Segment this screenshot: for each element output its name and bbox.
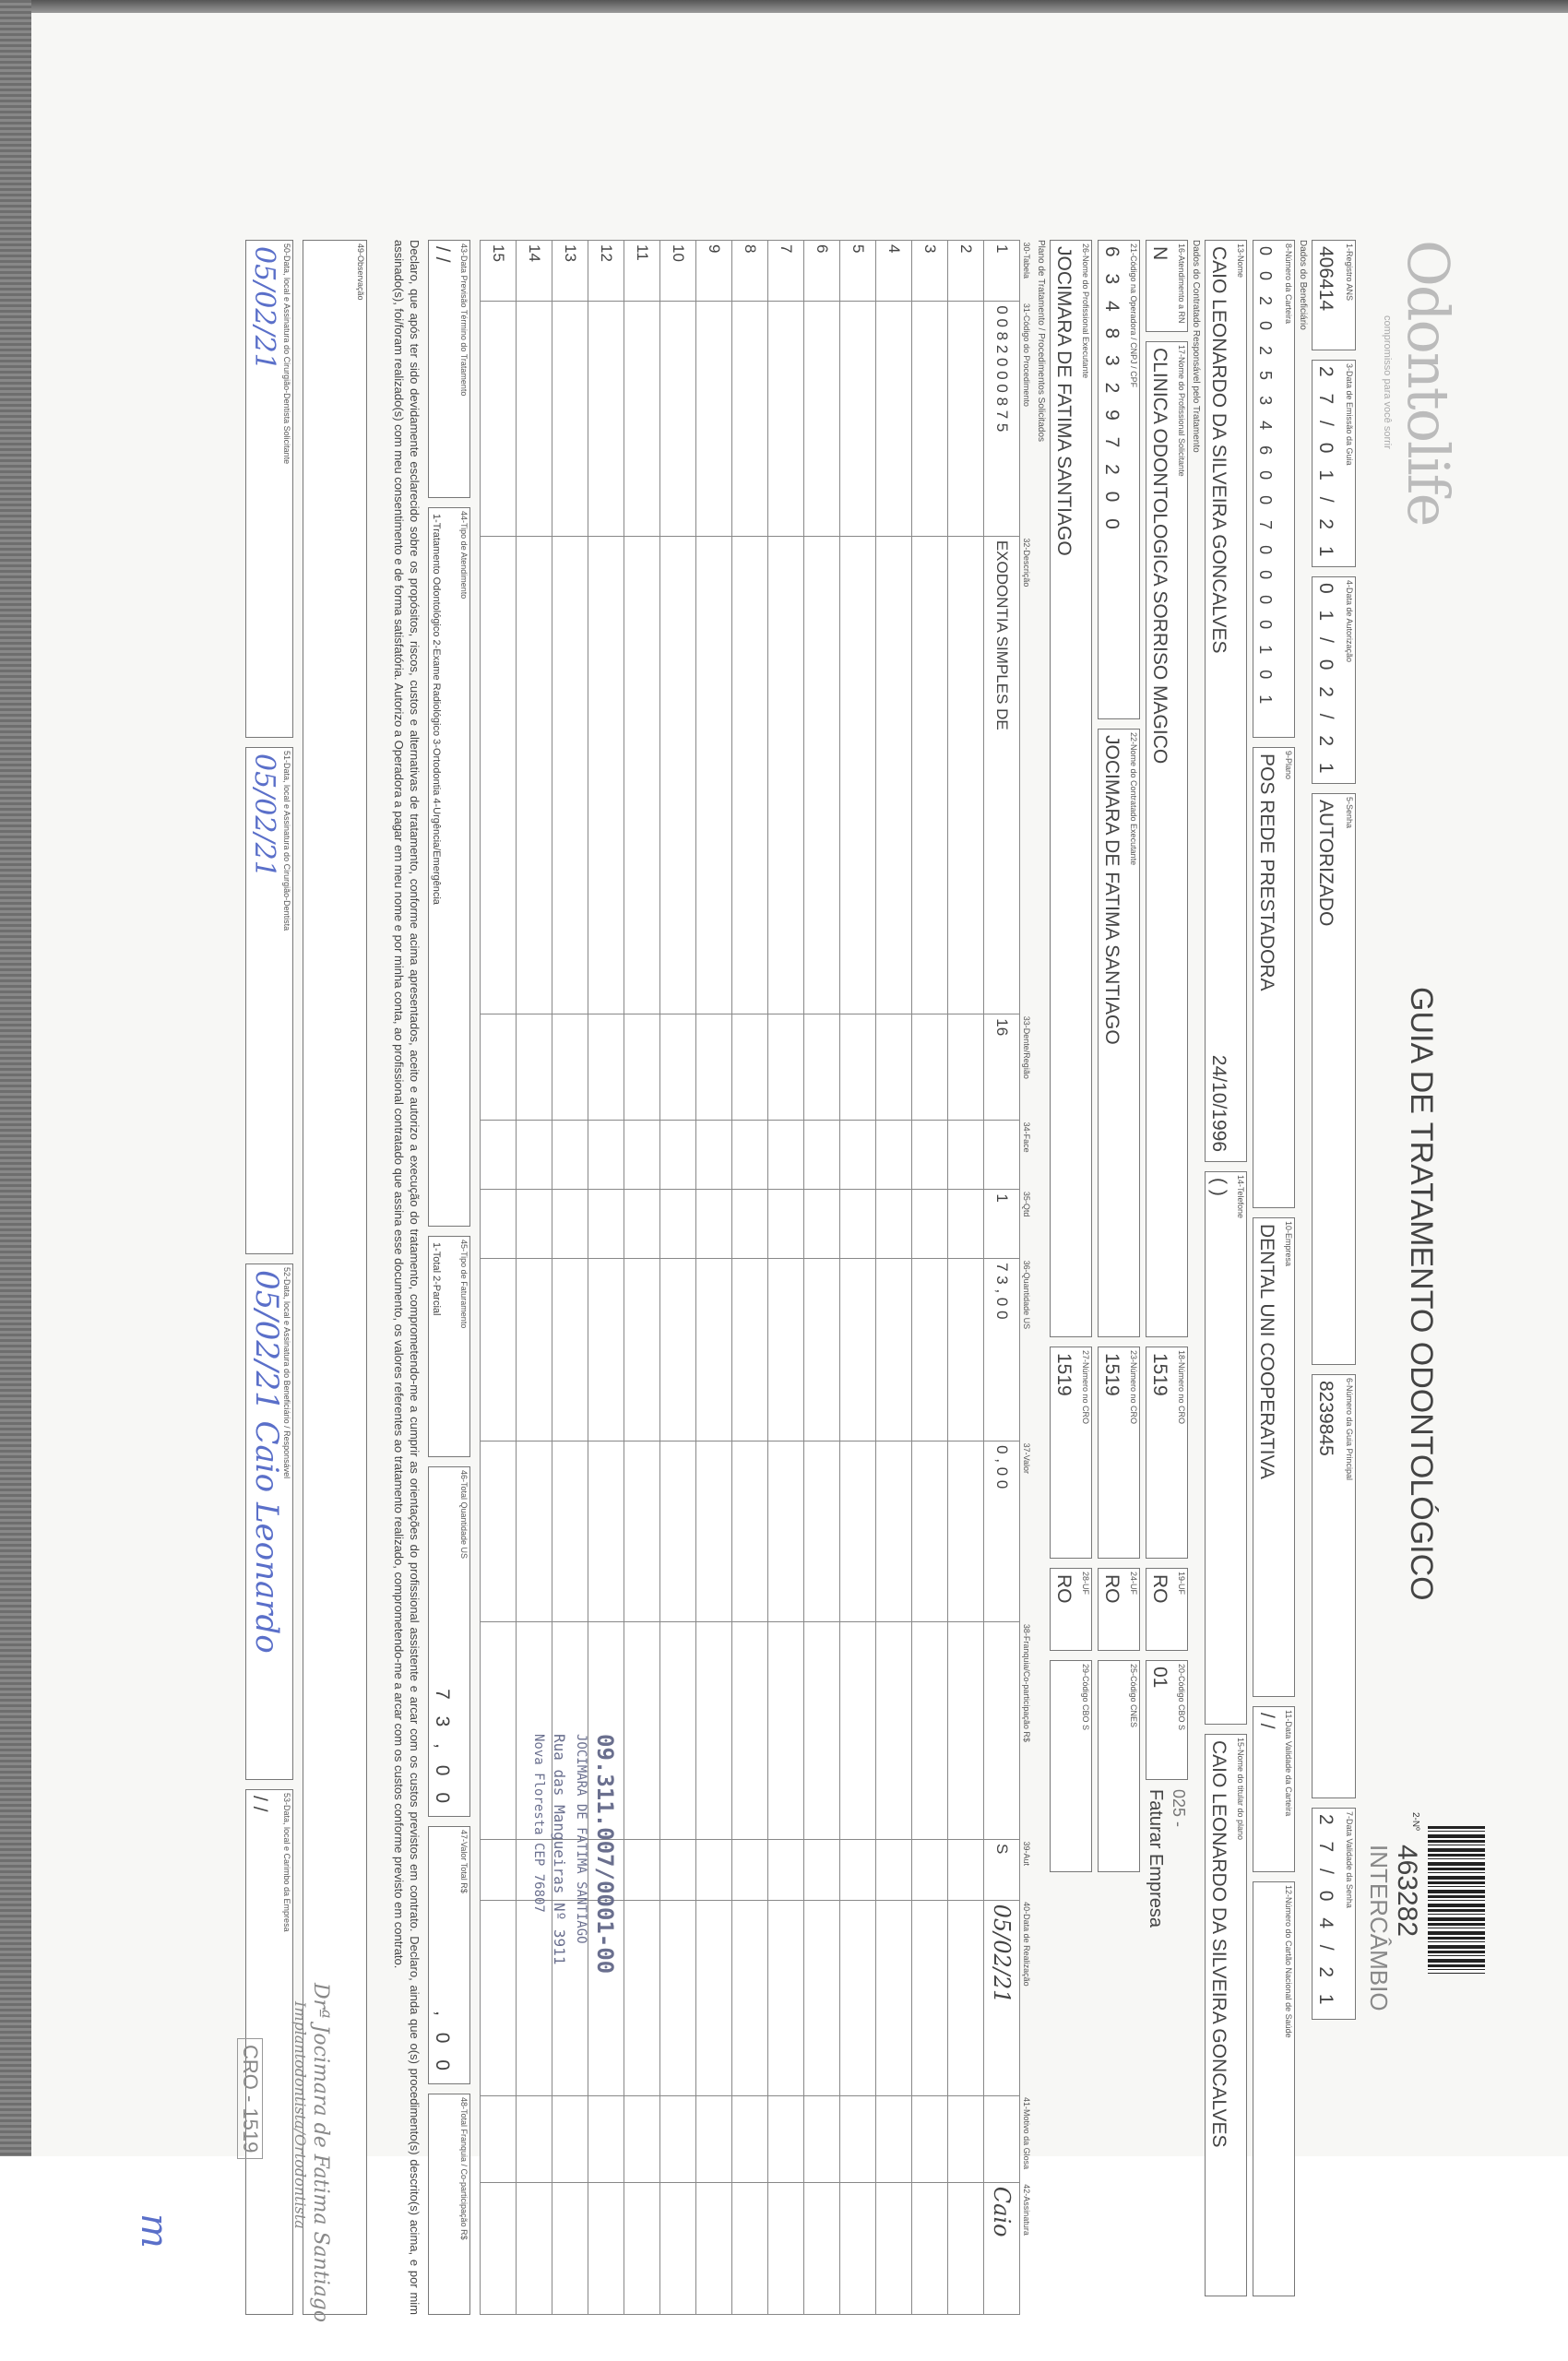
table-cell-qtd[interactable]	[660, 1190, 696, 1259]
table-cell-codigo[interactable]	[660, 302, 696, 536]
table-row	[660, 241, 696, 2315]
stamp-name: JOCIMARA DE FATIMA SANTIAGO	[574, 1734, 588, 1944]
field-profissional-solicitante[interactable]: 17-Nome do Profissional Solicitante CLINICA ODONTOLOGICA SORRISO MAGICO	[1146, 341, 1188, 1337]
table-row	[948, 241, 984, 2315]
table-row	[481, 241, 517, 2315]
table-cell-qtd[interactable]	[624, 1190, 660, 1259]
table-cell-n: 13	[552, 241, 588, 302]
table-cell-dente[interactable]	[876, 1014, 912, 1121]
table-header-cell: 39-Aut	[1022, 1841, 1031, 1867]
table-cell-data[interactable]	[732, 1900, 768, 2095]
table-cell-assin[interactable]	[552, 2182, 588, 2314]
table-cell-qtd[interactable]	[588, 1190, 624, 1259]
table-cell-valor[interactable]	[660, 1442, 696, 1622]
table-cell-qtd[interactable]	[948, 1190, 984, 1259]
table-cell-assin[interactable]: Caio	[984, 2182, 1020, 2314]
table-row	[732, 241, 768, 2315]
table-cell-face[interactable]	[840, 1121, 876, 1190]
table-cell-us[interactable]	[481, 1259, 517, 1442]
table-cell-aut[interactable]	[732, 1840, 768, 1901]
table-cell-n: 11	[624, 241, 660, 302]
table-cell-descricao[interactable]	[481, 536, 517, 1014]
table-cell-face[interactable]	[481, 1121, 517, 1190]
table-cell-n: 3	[912, 241, 948, 302]
table-cell-codigo[interactable]	[912, 302, 948, 536]
company-stamp-field[interactable]: 53-Data, local e Carimbo da Empresa / /	[245, 1789, 293, 2315]
logo-tagline: compromisso para você sorrir	[1382, 315, 1393, 449]
table-cell-dente[interactable]	[696, 1014, 732, 1121]
signature-beneficiario[interactable]: 52-Data, local e Assinatura do Beneficiário / Responsável 05/02/21 Caio Leonardo	[245, 1264, 293, 1780]
table-cell-dente[interactable]	[517, 1014, 552, 1121]
table-cell-face[interactable]	[948, 1121, 984, 1190]
table-cell-assin[interactable]	[588, 2182, 624, 2314]
table-cell-n: 10	[660, 241, 696, 302]
field-observacao[interactable]: 49-Observação	[303, 240, 367, 2315]
field-titular[interactable]: 15-Nome do titular do plano CAIO LEONARDO DA SILVEIRA GONCALVES	[1205, 1734, 1247, 2296]
table-row	[984, 241, 1020, 2315]
table-cell-assin[interactable]	[804, 2182, 840, 2314]
field-codigo-operadora[interactable]: 21-Código na Operadora / CNPJ / CPF 6 3 4 8 3 2 9 7 2 0 0	[1098, 240, 1140, 719]
table-cell-dente[interactable]	[804, 1014, 840, 1121]
table-cell-data[interactable]	[660, 1900, 696, 2095]
table-cell-us[interactable]	[948, 1259, 984, 1442]
table-cell-us[interactable]	[624, 1259, 660, 1442]
field-valor-total[interactable]: 47-Valor Total R$ , 0 0	[428, 1826, 470, 2084]
table-cell-motivo[interactable]	[768, 2095, 804, 2182]
field-plano[interactable]: 9-Plano POS REDE PRESTADORA	[1253, 747, 1295, 1208]
field-tipo-atendimento[interactable]: 44-Tipo de Atendimento 1-Tratamento Odontológico 2-Exame Radiológico 3-Ortodontia 4-Urgência/Emergência	[428, 507, 470, 1227]
scan-left-edge	[0, 0, 31, 2156]
table-cell-descricao[interactable]	[552, 536, 588, 1014]
table-header-cell: 30-Tabela	[1022, 242, 1031, 279]
table-cell-valor[interactable]	[624, 1442, 660, 1622]
table-cell-n: 8	[732, 241, 768, 302]
field-cnes[interactable]: 25-Código CNES	[1098, 1660, 1140, 1872]
field-nome[interactable]: 13-Nome CAIO LEONARDO DA SILVEIRA GONCALVES 24/10/1996	[1205, 240, 1247, 1162]
field-tipo-faturamento[interactable]: 45-Tipo de Faturamento 1-Total 2-Parcial	[428, 1236, 470, 1457]
field-previsao-termino[interactable]: 43-Data Previsão Término do Tratamento / /	[428, 240, 470, 498]
table-row	[804, 241, 840, 2315]
table-cell-dente[interactable]	[912, 1014, 948, 1121]
table-cell-dente[interactable]	[732, 1014, 768, 1121]
table-cell-us[interactable]	[804, 1259, 840, 1442]
table-cell-codigo[interactable]	[768, 302, 804, 536]
table-cell-codigo[interactable]	[588, 302, 624, 536]
table-cell-motivo[interactable]	[912, 2095, 948, 2182]
table-cell-face[interactable]	[660, 1121, 696, 1190]
table-cell-assin[interactable]	[768, 2182, 804, 2314]
table-cell-n: 4	[876, 241, 912, 302]
billing-code: 025 -	[1170, 1789, 1188, 1828]
field-data-emissao[interactable]: 3-Data de Emissão da Guia 2 7 / 0 1 / 2 1	[1312, 360, 1356, 567]
table-row	[840, 241, 876, 2315]
table-cell-assin[interactable]	[660, 2182, 696, 2314]
table-cell-us[interactable]	[840, 1259, 876, 1442]
table-cell-codigo[interactable]	[948, 302, 984, 536]
table-cell-franq[interactable]	[804, 1622, 840, 1840]
table-cell-motivo[interactable]	[840, 2095, 876, 2182]
table-cell-qtd[interactable]	[481, 1190, 517, 1259]
guide-no-label: 2-Nº	[1410, 1812, 1420, 1831]
table-cell-assin[interactable]	[912, 2182, 948, 2314]
table-cell-motivo[interactable]	[732, 2095, 768, 2182]
table-row	[696, 241, 732, 2315]
table-cell-qtd[interactable]	[876, 1190, 912, 1259]
table-cell-valor[interactable]	[481, 1442, 517, 1622]
form-rotated	[111, 203, 1550, 2361]
table-cell-data[interactable]	[912, 1900, 948, 2095]
table-cell-us[interactable]	[876, 1259, 912, 1442]
field-numero-carteira[interactable]: 8-Número da Carteira 0 0 2 0 2 5 3 4 6 0 0 7 0 0 0 0 1 0 1	[1253, 240, 1295, 738]
table-cell-qtd[interactable]: 1	[984, 1190, 1020, 1259]
corner-mark: m	[133, 2213, 175, 2248]
table-header-cell: 38-Franquia/Co-participação R$	[1022, 1623, 1031, 1742]
table-cell-codigo[interactable]	[696, 302, 732, 536]
table-cell-motivo[interactable]	[517, 2095, 552, 2182]
field-empresa[interactable]: 10-Empresa DENTAL UNI COOPERATIVA	[1253, 1217, 1295, 1697]
table-cell-franq[interactable]	[840, 1622, 876, 1840]
table-cell-codigo[interactable]	[481, 302, 517, 536]
table-cell-descricao[interactable]	[912, 536, 948, 1014]
stamp-address: Rua das Mangueiras Nº 3911	[551, 1734, 568, 1965]
field-cro-solicitante[interactable]: 18-Número no CRO 1519	[1146, 1347, 1188, 1559]
billing-mode: Faturar Empresa	[1146, 1789, 1166, 1928]
field-senha[interactable]: 5-Senha AUTORIZADO	[1312, 793, 1356, 1365]
table-header-cell: 32-Descrição	[1022, 538, 1031, 587]
scan-top-shadow	[0, 0, 1568, 13]
table-cell-valor[interactable]	[804, 1442, 840, 1622]
table-cell-aut[interactable]	[912, 1840, 948, 1901]
table-cell-aut[interactable]	[624, 1840, 660, 1901]
table-cell-codigo[interactable]	[517, 302, 552, 536]
table-cell-descricao[interactable]	[696, 536, 732, 1014]
table-cell-dente[interactable]	[948, 1014, 984, 1121]
table-row	[876, 241, 912, 2315]
table-cell-motivo[interactable]	[876, 2095, 912, 2182]
table-cell-descricao[interactable]	[840, 536, 876, 1014]
table-header-cell: 33-Dente/Região	[1022, 1015, 1031, 1079]
table-cell-dente[interactable]	[588, 1014, 624, 1121]
table-row	[912, 241, 948, 2315]
table-cell-us[interactable]	[517, 1259, 552, 1442]
dentist-stamp-name: Drª Jocimara de Fatima Santiago	[309, 1983, 332, 2323]
table-cell-franq[interactable]	[984, 1622, 1020, 1840]
table-cell-n: 7	[768, 241, 804, 302]
table-cell-descricao[interactable]	[732, 536, 768, 1014]
table-cell-valor[interactable]	[912, 1442, 948, 1622]
field-contratado-executante[interactable]: 22-Nome do Contratado Executante JOCIMARA DE FATIMA SANTIAGO	[1098, 729, 1140, 1337]
table-cell-face[interactable]	[804, 1121, 840, 1190]
table-cell-us[interactable]	[912, 1259, 948, 1442]
table-cell-us[interactable]	[552, 1259, 588, 1442]
table-cell-qtd[interactable]	[517, 1190, 552, 1259]
table-cell-qtd[interactable]	[768, 1190, 804, 1259]
table-cell-motivo[interactable]	[588, 2095, 624, 2182]
field-total-franquia[interactable]: 48-Total Franquia / Co-participação R$	[428, 2094, 470, 2315]
table-cell-n: 12	[588, 241, 624, 302]
table-cell-codigo[interactable]: 0 0 8 2 0 0 0 8 7 5	[984, 302, 1020, 536]
table-cell-face[interactable]	[768, 1121, 804, 1190]
table-cell-face[interactable]	[624, 1121, 660, 1190]
field-guia-principal[interactable]: 6-Número da Guia Principal 8239845	[1312, 1374, 1356, 1798]
table-cell-valor[interactable]	[876, 1442, 912, 1622]
table-cell-n: 2	[948, 241, 984, 302]
table-cell-qtd[interactable]	[912, 1190, 948, 1259]
table-cell-data[interactable]	[948, 1900, 984, 2095]
table-cell-franq[interactable]	[481, 1622, 517, 1840]
table-cell-n: 6	[804, 241, 840, 302]
table-cell-n: 1	[984, 241, 1020, 302]
table-cell-descricao[interactable]	[624, 536, 660, 1014]
table-cell-motivo[interactable]	[552, 2095, 588, 2182]
table-cell-motivo[interactable]	[624, 2095, 660, 2182]
table-cell-franq[interactable]	[660, 1622, 696, 1840]
table-cell-data[interactable]: 05/02/21	[984, 1900, 1020, 2095]
table-cell-motivo[interactable]	[481, 2095, 517, 2182]
table-row	[768, 241, 804, 2315]
field-uf-executante[interactable]: 28-UF RO	[1050, 1568, 1092, 1651]
guide-number: 463282	[1392, 1845, 1422, 1938]
table-cell-data[interactable]	[876, 1900, 912, 2095]
table-row	[517, 241, 552, 2315]
field-nascimento: 24/10/1996	[1208, 1054, 1229, 1152]
table-cell-valor[interactable]	[732, 1442, 768, 1622]
table-header-cell: 35-Qtd	[1022, 1191, 1031, 1217]
table-cell-qtd[interactable]	[732, 1190, 768, 1259]
field-profissional-executante[interactable]: 26-Nome do Profissional Executante JOCIMARA DE FATIMA SANTIAGO	[1050, 240, 1092, 1337]
table-cell-qtd[interactable]	[552, 1190, 588, 1259]
table-cell-descricao[interactable]	[876, 536, 912, 1014]
table-header-cell: 40-Data de Realização	[1022, 1902, 1031, 1987]
table-cell-descricao[interactable]	[588, 536, 624, 1014]
table-cell-face[interactable]	[696, 1121, 732, 1190]
table-cell-descricao[interactable]	[517, 536, 552, 1014]
table-cell-descricao[interactable]	[660, 536, 696, 1014]
table-cell-dente[interactable]	[660, 1014, 696, 1121]
table-cell-aut[interactable]	[804, 1840, 840, 1901]
logo: Odontolife	[1395, 240, 1462, 526]
table-cell-qtd[interactable]	[840, 1190, 876, 1259]
table-header-cell: 42-Assinatura	[1022, 2184, 1031, 2236]
table-cell-codigo[interactable]	[876, 302, 912, 536]
table-cell-aut[interactable]: S	[984, 1840, 1020, 1901]
table-cell-valor[interactable]	[696, 1442, 732, 1622]
table-cell-assin[interactable]	[876, 2182, 912, 2314]
table-cell-franq[interactable]	[876, 1622, 912, 1840]
table-cell-aut[interactable]	[481, 1840, 517, 1901]
declaration-text: Declaro, que após ter sido devidamente esclarecido sobre os propósitos, riscos, custos e alternativas de tratamento, conforme acima apresentados, aceito e autorizo a execução do tratamento, comprometendo-me a cumprir as orientações do profissional assistente e arcar com os custos previstos em contrato. Declaro, ainda que o(s) procedimento(s) descrito(s) acima, e por mim assinado(s), foi/foram realizado(s) com meu consentimento e de forma satisfatória. Autorizo a Operadora a pagar em meu nome e por minha conta, ao profissional contratado que assina esse documento, os valores referentes ao tratamento realizado, comprometendo-me a arcar com os custos conforme previsto em contrato.	[392, 240, 422, 2315]
field-cbo-executante[interactable]: 29-Código CBO S	[1050, 1660, 1092, 1872]
table-cell-aut[interactable]	[948, 1840, 984, 1901]
table-cell-descricao[interactable]: EXODONTIA SIMPLES DE	[984, 536, 1020, 1014]
guide-type: INTERCÂMBIO	[1365, 1845, 1393, 2011]
table-cell-valor[interactable]	[517, 1442, 552, 1622]
table-cell-face[interactable]	[552, 1121, 588, 1190]
table-cell-descricao[interactable]	[948, 536, 984, 1014]
table-cell-dente[interactable]	[481, 1014, 517, 1121]
field-cro-executante[interactable]: 27-Número no CRO 1519	[1050, 1347, 1092, 1559]
table-row	[552, 241, 588, 2315]
table-cell-motivo[interactable]	[948, 2095, 984, 2182]
table-cell-valor[interactable]	[948, 1442, 984, 1622]
table-cell-assin[interactable]	[624, 2182, 660, 2314]
table-cell-qtd[interactable]	[804, 1190, 840, 1259]
table-cell-franq[interactable]	[912, 1622, 948, 1840]
table-cell-us[interactable]	[768, 1259, 804, 1442]
table-cell-descricao[interactable]	[768, 536, 804, 1014]
table-cell-data[interactable]	[696, 1900, 732, 2095]
table-cell-assin[interactable]	[696, 2182, 732, 2314]
field-cro-contratado[interactable]: 23-Número no CRO 1519	[1098, 1347, 1140, 1559]
table-cell-data[interactable]	[481, 1900, 517, 2095]
dentist-stamp-cro: CRO - 1519	[237, 2038, 263, 2159]
table-cell-motivo[interactable]	[660, 2095, 696, 2182]
table-cell-aut[interactable]	[768, 1840, 804, 1901]
table-row	[588, 241, 624, 2315]
table-header-cell: 34-Face	[1022, 1121, 1031, 1153]
table-cell-valor[interactable]	[840, 1442, 876, 1622]
table-cell-motivo[interactable]	[696, 2095, 732, 2182]
page-title: GUIA DE TRATAMENTO ODONTOLÓGICO	[1404, 987, 1439, 1601]
table-cell-valor[interactable]	[768, 1442, 804, 1622]
signature-dentista[interactable]: 51-Data, local e Assinatura do Cirurgião-Dentista 05/02/21	[245, 747, 293, 1254]
table-cell-assin[interactable]	[481, 2182, 517, 2314]
field-registro-ans[interactable]: 1-Registro ANS 406414	[1312, 240, 1356, 350]
table-cell-aut[interactable]	[876, 1840, 912, 1901]
table-cell-assin[interactable]	[517, 2182, 552, 2314]
field-validade-carteira[interactable]: 11-Data Validade da Carteira / /	[1253, 1706, 1295, 1872]
table-cell-us[interactable]	[660, 1259, 696, 1442]
table-cell-descricao[interactable]	[804, 536, 840, 1014]
table-cell-us[interactable]: 7 3 , 0 0	[984, 1259, 1020, 1442]
table-cell-assin[interactable]	[732, 2182, 768, 2314]
table-header-cell: 37-Valor	[1022, 1442, 1031, 1474]
table-cell-valor[interactable]	[588, 1442, 624, 1622]
table-cell-aut[interactable]	[660, 1840, 696, 1901]
table-cell-franq[interactable]	[768, 1622, 804, 1840]
table-cell-dente[interactable]	[624, 1014, 660, 1121]
table-cell-valor[interactable]	[552, 1442, 588, 1622]
field-telefone[interactable]: 14-Telefone ( )	[1205, 1171, 1247, 1725]
table-cell-dente[interactable]: 16	[984, 1014, 1020, 1121]
table-cell-us[interactable]	[732, 1259, 768, 1442]
table-cell-face[interactable]	[876, 1121, 912, 1190]
section-contratado: Dados do Contratado Responsável pelo Tratamento	[1191, 240, 1201, 453]
stamp-city: Nova Floresta CEP 76807	[531, 1734, 546, 1913]
table-cell-data[interactable]	[624, 1900, 660, 2095]
table-row	[624, 241, 660, 2315]
field-data-autorizacao[interactable]: 4-Data de Autorização 0 1 / 0 2 / 2 1	[1312, 576, 1356, 784]
field-cbo-solicitante[interactable]: 20-Código CBO S 01	[1146, 1660, 1188, 1780]
field-uf-solicitante[interactable]: 19-UF RO	[1146, 1568, 1188, 1651]
table-cell-franq[interactable]	[732, 1622, 768, 1840]
table-cell-n: 5	[840, 241, 876, 302]
barcode	[1428, 1826, 1485, 1974]
table-cell-codigo[interactable]	[732, 302, 768, 536]
stamp-cnpj: 09.311.007/0001-00	[592, 1734, 618, 1975]
field-validade-senha[interactable]: 7-Data Validade da Senha 2 7 / 0 4 / 2 1	[1312, 1808, 1356, 2020]
table-cell-dente[interactable]	[552, 1014, 588, 1121]
table-cell-franq[interactable]	[948, 1622, 984, 1840]
table-cell-face[interactable]	[984, 1121, 1020, 1190]
table-cell-aut[interactable]	[840, 1840, 876, 1901]
table-cell-face[interactable]	[517, 1121, 552, 1190]
table-header-cell: 31-Código do Procedimento	[1022, 303, 1031, 407]
table-cell-dente[interactable]	[840, 1014, 876, 1121]
table-cell-motivo[interactable]	[984, 2095, 1020, 2182]
table-header-cell: 41-Motivo da Glosa	[1022, 2097, 1031, 2170]
table-cell-codigo[interactable]	[552, 302, 588, 536]
table-cell-face[interactable]	[732, 1121, 768, 1190]
table-cell-aut[interactable]	[696, 1840, 732, 1901]
table-cell-franq[interactable]	[696, 1622, 732, 1840]
table-cell-data[interactable]	[517, 1900, 552, 2095]
table-header-row	[1020, 241, 1034, 2315]
table-cell-data[interactable]	[804, 1900, 840, 2095]
table-cell-n: 9	[696, 241, 732, 302]
field-cartao-sus[interactable]: 12-Número do Cartão Nacional de Saúde	[1253, 1881, 1295, 2296]
table-cell-assin[interactable]	[840, 2182, 876, 2314]
section-beneficiario: Dados do Beneficiário	[1298, 240, 1308, 330]
table-cell-n: 14	[517, 241, 552, 302]
table-cell-codigo[interactable]	[840, 302, 876, 536]
section-plano: Plano de Tratamento / Procedimentos Solicitados	[1036, 240, 1046, 443]
table-cell-data[interactable]	[840, 1900, 876, 2095]
table-cell-franq[interactable]	[624, 1622, 660, 1840]
table-cell-codigo[interactable]	[804, 302, 840, 536]
table-cell-us[interactable]	[696, 1259, 732, 1442]
field-uf-contratado[interactable]: 24-UF RO	[1098, 1568, 1140, 1651]
table-cell-face[interactable]	[588, 1121, 624, 1190]
table-cell-face[interactable]	[912, 1121, 948, 1190]
signature-solicitante[interactable]: 50-Data, local e Assinatura do Cirurgião-Dentista Solicitante 05/02/21	[245, 240, 293, 738]
table-cell-data[interactable]	[768, 1900, 804, 2095]
dentist-stamp-title: Implantodontista/Ortodontista	[291, 2001, 309, 2229]
table-cell-motivo[interactable]	[804, 2095, 840, 2182]
table-cell-codigo[interactable]	[624, 302, 660, 536]
field-total-us[interactable]: 46-Total Quantidade US 7 3 , 0 0	[428, 1466, 470, 1817]
field-atendimento-rn[interactable]: 16-Atendimento a RN N	[1146, 240, 1188, 332]
table-cell-valor[interactable]: 0 , 0 0	[984, 1442, 1020, 1622]
table-header-cell: 36-Quantidade US	[1022, 1260, 1031, 1330]
table-cell-dente[interactable]	[768, 1014, 804, 1121]
procedures-table	[480, 240, 1033, 2315]
table-cell-qtd[interactable]	[696, 1190, 732, 1259]
table-cell-n: 15	[481, 241, 517, 302]
table-cell-us[interactable]	[588, 1259, 624, 1442]
table-cell-assin[interactable]	[948, 2182, 984, 2314]
